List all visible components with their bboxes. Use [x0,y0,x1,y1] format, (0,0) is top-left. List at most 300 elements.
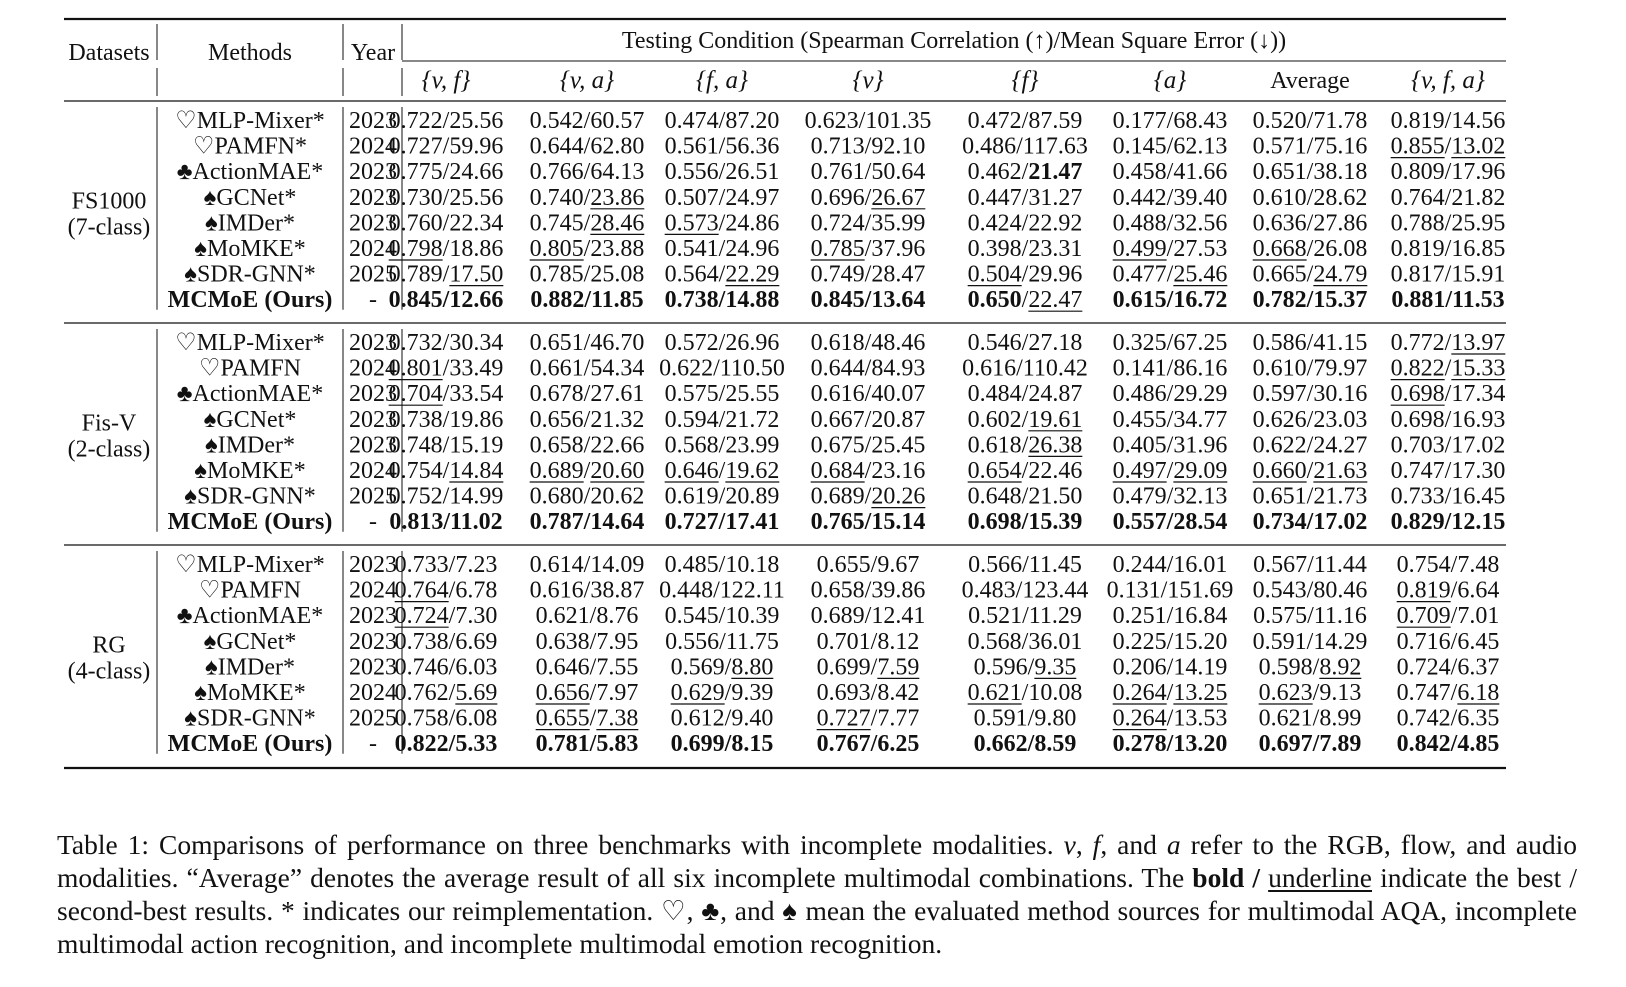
caption-text-3: indicate the best / second-best results. * indicates our reimplementation. ♡, ♣, and ♠ mean the evaluated method sources for multimodal AQA, incomplete multimodal action recognition, and incomplete multimodal emotion recognition. [57,862,1578,959]
value-separator: / [1306,210,1314,237]
value-separator: / [443,509,450,536]
mse-value: 24.66 [449,159,504,186]
spearman-value: 0.738 [388,406,443,433]
spearman-value: 0.881 [1391,287,1446,314]
mse-value: 16.93 [1451,406,1506,433]
spearman-value: 0.798 [388,236,443,262]
value-separator: / [1021,159,1029,186]
mse-value: 13.25 [1173,680,1228,706]
metric-cell [968,629,1083,655]
spearman-value: 0.733 [1390,483,1445,510]
metric-cell [665,509,780,535]
method-year: 2024 [349,577,397,604]
table-row [175,108,1505,134]
mse-value: 11.85 [590,287,644,314]
mse-value: 21.82 [1451,184,1506,211]
value-separator: / [718,509,726,536]
value-separator: / [1450,577,1458,604]
spearman-value: 0.813 [389,509,444,536]
mse-value: 37.96 [871,236,926,262]
mse-value: 16.01 [1173,552,1228,578]
value-separator: / [583,108,591,134]
value-separator: / [718,406,726,433]
value-separator: / [583,509,591,536]
method-name: ♠SDR-GNN* [184,261,316,288]
mse-value: 21.73 [1313,483,1368,510]
value-separator: / [1166,330,1174,356]
spearman-value: 0.789 [388,261,443,288]
metric-cell [1253,108,1368,134]
spearman-value: 0.485 [664,552,719,578]
value-separator: / [1166,432,1174,459]
value-separator: / [1306,483,1314,510]
spearman-value: 0.541 [664,236,719,262]
metric-cell [1113,330,1228,356]
value-separator: / [442,236,450,262]
mse-value: 27.53 [1173,236,1228,262]
value-separator: / [718,159,726,186]
metric-cell [389,330,504,356]
value-separator: / [1306,287,1314,314]
metric-cell [1113,680,1228,706]
mse-value: 13.20 [1173,731,1228,758]
value-separator: / [1306,108,1314,134]
spearman-value: 0.615 [1112,287,1167,314]
value-separator: / [583,236,591,262]
spearman-value: 0.596 [973,654,1028,681]
dataset-name-2: RG [92,632,126,659]
table-row [194,458,1505,484]
value-separator: / [864,159,872,186]
metric-cell [536,731,639,757]
caption-var-f: f [1092,829,1101,860]
mse-value: 48.46 [871,330,926,356]
value-separator: / [583,432,591,459]
value-separator: / [589,603,597,630]
spearman-value: 0.644 [529,133,584,160]
method-year: - [369,509,377,536]
value-separator: / [583,381,591,408]
value-separator: / [583,330,591,356]
value-separator: / [442,406,450,433]
metric-cell [665,262,780,288]
mse-value: 46.70 [590,330,645,356]
value-separator: / [1306,184,1314,211]
mse-value: 24.27 [1313,432,1368,459]
spearman-value: 0.497 [1112,458,1167,484]
mse-value: 7.30 [455,603,498,630]
metric-cell [811,134,926,160]
mse-value: 9.35 [1034,654,1077,681]
metric-cell [1113,407,1228,433]
spearman-value: 0.764 [1390,184,1445,211]
mse-value: 14.09 [590,552,645,578]
metric-cell [395,578,498,604]
header-condition-1: {v, a} [559,67,615,94]
spearman-value: 0.809 [1390,159,1445,186]
mse-value: 6.64 [1457,577,1500,604]
mse-value: 21.72 [725,406,780,433]
mse-value: 25.46 [1173,261,1228,288]
spearman-value: 0.264 [1112,705,1167,732]
value-separator: / [1021,210,1029,237]
value-separator: / [442,458,450,484]
value-separator: / [442,261,450,288]
value-separator: / [1022,552,1029,578]
spearman-value: 0.684 [810,458,865,484]
value-separator: / [1015,577,1023,604]
metric-cell [530,552,645,578]
header-condition-0: {v, f} [421,67,471,94]
header-testing-condition: Testing Condition (Spearman Correlation (↑)/Mean Square Error (↓)) [621,28,1287,54]
mse-value: 50.64 [871,159,926,186]
metric-cell [395,731,498,757]
metric-cell [811,381,926,407]
value-separator: / [1312,654,1320,681]
value-separator: / [1166,108,1174,134]
header-condition-3: {v} [852,67,884,94]
mse-value: 16.85 [1451,236,1506,262]
mse-value: 7.38 [596,705,639,732]
metric-cell [530,578,645,604]
header-datasets: Datasets [68,40,150,66]
spearman-value: 0.594 [664,406,719,433]
mse-value: 17.30 [1451,458,1506,484]
spearman-value: 0.819 [1390,236,1445,262]
mse-value: 41.15 [1313,330,1368,356]
value-separator: / [1312,731,1320,758]
spearman-value: 0.575 [664,381,719,408]
metric-cell [389,108,504,134]
mse-value: 29.96 [1028,261,1083,288]
value-separator: / [724,654,732,681]
mse-value: 9.67 [877,552,920,578]
value-separator: / [1450,731,1458,758]
mse-value: 8.12 [877,628,920,655]
metric-cell [665,603,780,629]
metric-cell [1113,603,1228,629]
value-separator: / [1306,458,1314,484]
mse-value: 92.10 [871,133,926,160]
metric-cell [962,578,1089,604]
value-separator: / [713,355,720,382]
value-separator: / [1444,184,1452,211]
spearman-value: 0.568 [664,432,719,459]
spearman-value: 0.479 [1112,483,1167,510]
mse-value: 23.99 [725,432,780,459]
mse-value: 15.14 [871,509,926,536]
method-name: ♠IMDer* [204,432,296,459]
metric-cell [1253,330,1368,356]
value-separator: / [1445,287,1452,314]
method-name: ♠SDR-GNN* [184,483,316,510]
mse-value: 10.39 [725,603,780,630]
metric-cell [1113,432,1228,458]
mse-value: 35.99 [871,210,926,237]
metric-cell [665,458,780,484]
spearman-value: 0.665 [1252,261,1307,288]
metric-cell [1391,210,1506,236]
metric-cell [1113,236,1228,262]
mse-value: 20.87 [871,406,926,433]
value-separator: / [864,355,872,382]
metric-cell [1391,432,1506,458]
method-year: 2023 [349,654,397,681]
mse-value: 13.64 [871,287,926,314]
metric-cell [389,509,502,535]
mse-value: 23.03 [1313,406,1368,433]
spearman-value: 0.724 [810,210,865,237]
spearman-value: 0.760 [388,210,443,237]
metric-cell [1397,578,1500,604]
metric-cell [395,603,498,629]
mse-value: 5.83 [596,731,639,758]
spearman-value: 0.648 [967,483,1022,510]
metric-cell [389,407,504,433]
mse-value: 38.18 [1313,159,1368,186]
metric-cell [1113,185,1228,211]
metric-cell [665,236,780,262]
spearman-value: 0.713 [810,133,865,160]
metric-cell [389,484,504,510]
method-name: MCMoE (Ours) [167,731,333,758]
metric-cell [968,108,1083,134]
metric-cell [1259,680,1362,706]
spearman-value: 0.623 [1258,680,1313,706]
mse-value: 25.95 [1451,210,1506,237]
spearman-value: 0.612 [670,705,725,732]
value-separator: / [1022,603,1029,630]
method-year: 2025 [349,705,397,732]
mse-value: 9.13 [1319,680,1362,706]
method-name: ♣ActionMAE* [176,381,324,408]
mse-value: 7.01 [1457,603,1500,630]
metric-cell [659,356,785,382]
spearman-value: 0.662 [973,731,1028,758]
spearman-value: 0.573 [664,210,719,237]
table-row [199,356,1505,382]
spearman-value: 0.145 [1112,133,1167,160]
spearman-value: 0.748 [388,432,443,459]
mse-value: 17.34 [1451,381,1506,408]
value-separator: / [1166,628,1174,655]
mse-value: 87.20 [725,108,780,134]
spearman-value: 0.697 [1258,731,1313,758]
metric-cell [1253,381,1368,407]
value-separator: / [1444,108,1452,134]
metric-cell [395,654,498,680]
value-separator: / [589,680,597,706]
metric-cell [1253,210,1368,236]
metric-cell [1113,108,1228,134]
spearman-value: 0.486 [962,133,1017,160]
method-name: ♠MoMKE* [194,458,306,484]
spearman-value: 0.732 [388,330,443,356]
metric-cell [962,134,1088,160]
mse-value: 11.16 [1313,603,1367,630]
mse-value: 68.43 [1173,108,1228,134]
spearman-value: 0.542 [529,108,584,134]
value-separator: / [442,330,450,356]
value-separator: / [1450,654,1458,681]
mse-value: 26.38 [1028,432,1083,459]
spearman-value: 0.745 [529,210,584,237]
metric-cell [530,185,645,211]
mse-value: 39.40 [1173,184,1228,211]
value-separator: / [1450,552,1458,578]
mse-value: 17.02 [1313,509,1368,536]
metric-cell [1253,552,1367,578]
metric-cell [968,287,1083,313]
metric-cell [805,108,932,134]
metric-cell [530,262,645,288]
spearman-value: 0.597 [1252,381,1307,408]
spearman-value: 0.758 [394,705,449,732]
mse-value: 75.16 [1313,133,1368,160]
method-year: - [369,731,377,758]
method-name: ♠MoMKE* [194,680,306,706]
value-separator: / [1166,159,1174,186]
value-separator: / [724,731,732,758]
metric-cell [1253,458,1368,484]
value-separator: / [442,381,450,408]
value-separator: / [1166,603,1174,630]
mse-value: 6.78 [455,577,498,604]
metric-cell [1253,629,1368,655]
method-year: 2023 [349,603,397,630]
value-separator: / [870,705,878,732]
mse-value: 84.93 [871,355,926,382]
mse-value: 14.19 [1173,654,1228,681]
value-separator: / [1021,680,1029,706]
mse-value: 22.66 [590,432,645,459]
header-methods: Methods [208,40,292,66]
metric-cell [968,484,1083,510]
metric-cell [817,706,920,732]
spearman-value: 0.822 [394,731,449,758]
spearman-value: 0.543 [1252,577,1307,604]
mse-value: 14.29 [1313,628,1368,655]
table-row [177,381,1506,407]
spearman-value: 0.141 [1112,355,1167,382]
value-separator: / [1306,509,1314,536]
mse-value: 33.54 [449,381,504,408]
spearman-value: 0.521 [968,603,1023,630]
caption-text-2: refer to the RGB, flow, and audio modalities. “Average” denotes the average result of all six incomplete multimodal combinations. The [57,829,1577,893]
table-row [194,680,1499,706]
value-separator: / [1166,509,1174,536]
metric-cell [974,654,1077,680]
table-row [205,210,1505,236]
value-separator: / [448,705,456,732]
value-separator: / [864,287,872,314]
mse-value: 15.33 [1451,355,1506,382]
metric-cell [974,731,1077,757]
spearman-value: 0.754 [388,458,443,484]
value-separator: / [1444,432,1452,459]
value-separator: / [589,731,597,758]
value-separator: / [1021,184,1029,211]
mse-value: 17.02 [1451,432,1506,459]
metric-cell [1397,706,1500,732]
mse-value: 36.01 [1028,628,1083,655]
mse-value: 13.97 [1451,330,1506,356]
spearman-value: 0.842 [1396,731,1451,758]
metric-cell [1253,287,1368,313]
spearman-value: 0.749 [810,261,865,288]
mse-value: 24.97 [725,184,780,211]
metric-cell [536,603,639,629]
metric-cell [1253,185,1368,211]
mse-value: 8.15 [731,731,774,758]
mse-value: 67.25 [1173,330,1228,356]
spearman-value: 0.655 [816,552,871,578]
spearman-value: 0.782 [1252,287,1307,314]
metric-cell [1397,654,1500,680]
metric-cell [389,458,504,484]
mse-value: 21.47 [1028,159,1083,186]
table-row [204,629,1500,655]
mse-value: 117.63 [1022,133,1088,160]
mse-value: 62.80 [590,133,645,160]
spearman-value: 0.765 [810,509,865,536]
mse-value: 32.56 [1173,210,1228,237]
spearman-value: 0.724 [394,603,449,630]
mse-value: 23.16 [871,458,926,484]
mse-value: 41.66 [1173,159,1228,186]
mse-value: 6.18 [1457,680,1500,706]
spearman-value: 0.781 [535,731,590,758]
metric-cell [395,706,498,732]
spearman-value: 0.698 [1390,406,1445,433]
spearman-value: 0.785 [810,236,865,262]
value-separator: / [442,432,450,459]
spearman-value: 0.619 [664,483,719,510]
value-separator: / [584,287,591,314]
spearman-value: 0.845 [810,287,865,314]
value-separator: / [864,603,872,630]
metric-cell [817,654,920,680]
value-separator: / [1444,330,1452,356]
spearman-value: 0.442 [1112,184,1167,211]
spearman-value: 0.746 [394,654,449,681]
metric-cell [1391,356,1506,382]
value-separator: / [1306,381,1314,408]
metric-cell [811,484,926,510]
value-separator: / [583,133,591,160]
value-separator: / [589,654,597,681]
value-separator: / [864,236,872,262]
spearman-value: 0.484 [967,381,1022,408]
value-separator: / [718,287,726,314]
value-separator: / [1166,705,1174,732]
metric-cell [665,381,780,407]
spearman-value: 0.618 [967,432,1022,459]
value-separator: / [442,133,450,160]
metric-cell [1391,236,1506,262]
metric-cell [811,210,926,236]
mse-value: 7.95 [596,628,639,655]
spearman-value: 0.667 [810,406,865,433]
metric-cell [811,356,926,382]
mse-value: 79.97 [1313,355,1368,382]
value-separator: / [1021,509,1029,536]
spearman-value: 0.616 [962,355,1017,382]
metric-cell [1397,552,1500,578]
value-separator: / [442,184,450,211]
metric-cell [530,159,645,185]
mse-value: 26.96 [725,330,780,356]
